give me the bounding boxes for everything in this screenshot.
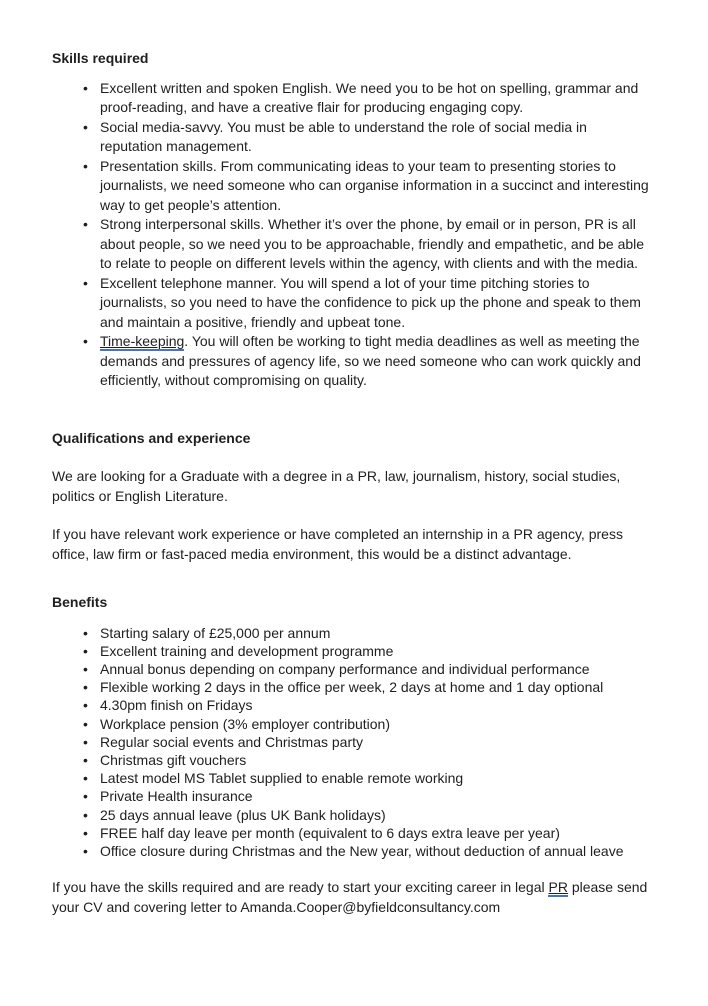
qualifications-heading: Qualifications and experience [52,429,251,446]
email-address: Amanda.Cooper@byfieldconsultancy.com [240,898,501,915]
bullet-text: Christmas gift vouchers [100,751,247,768]
bullet-text: Annual bonus depending on company performance and individual performance [100,660,590,677]
list-item [81,624,652,642]
bullet-text: Regular social events and Christmas party [100,733,364,750]
bullet-text: Excellent training and development programme [100,642,394,659]
bullet-text: Private Health insurance [100,788,253,805]
bullet-text: Starting salary of £25,000 per annum [100,624,331,641]
list-item [81,79,652,118]
list-item [81,842,652,860]
bullet-text: Excellent written and spoken English. We need you to be hot on spelling, grammar and proof-reading, and have a creative flair for producing engaging copy. [100,79,639,115]
qualifications-paragraph-2: If you have relevant work experience or have completed an internship in a PR agency, press office, law firm or fast-paced media environment, this would be a distinct advantage. [52,526,623,562]
grammar-underlined-term: Time-keeping [100,333,185,349]
list-item [81,157,652,216]
skills-heading: Skills required [52,50,149,66]
qualifications-paragraph-1: We are looking for a Graduate with a degree in a PR, law, journalism, history, social studies, politics or English Literature. [52,468,621,504]
list-item [81,769,652,787]
list-item [81,751,652,769]
bullet-text: Strong interpersonal skills. Whether it’s over the phone, by email or in person, PR is all about people, so we need you to be approachable, friendly and empathetic, and be able to relate to people on different levels within the agency, with clients and with the media. [100,216,645,271]
closing-text-before: If you have the skills required and are ready to start your exciting career in legal [52,879,549,896]
list-item [81,787,652,805]
list-item [81,642,652,660]
bullet-text: 4.30pm finish on Fridays [100,697,253,714]
skills-list [52,79,652,391]
bullet-text: . You will often be working to tight media deadlines as well as meeting the demands and pressures of agency life, so we need someone who can work quickly and efficiently, without compromising on quality. [100,333,641,388]
list-item [81,715,652,733]
closing-text-middle: please send your CV and covering letter to [52,879,648,915]
list-item [81,215,652,274]
list-item [81,696,652,714]
list-item [81,733,652,751]
bullet-text: Office closure during Christmas and the New year, without deduction of annual leave [100,842,624,859]
list-item [81,274,652,333]
bullet-text: Presentation skills. From communicating ideas to your team to presenting stories to journalists, we need someone who can organise information in a succinct and interesting way to get people’s attention. [100,157,649,213]
list-item [81,678,652,696]
benefits-list [52,624,652,861]
bullet-text: Excellent telephone manner. You will spend a lot of your time pitching stories to journalists, so you need to have the confidence to pick up the phone and speak to them and maintain a positive, friendly and upbeat tone. [100,274,641,330]
closing-paragraph [52,878,652,917]
bullet-text: FREE half day leave per month (equivalent to 6 days extra leave per year) [100,824,560,841]
bullet-text: 25 days annual leave (plus UK Bank holidays) [100,806,386,823]
benefits-heading: Benefits [52,594,108,610]
bullet-text: Workplace pension (3% employer contribution) [100,715,390,732]
list-item [81,118,652,157]
bullet-text: Flexible working 2 days in the office per week, 2 days at home and 1 day optional [100,679,604,696]
bullet-text: Latest model MS Tablet supplied to enable remote working [100,770,464,787]
list-item [81,332,652,391]
list-item [81,806,652,824]
list-item [81,824,652,842]
bullet-text: Social media-savvy. You must be able to understand the role of social media in reputation management. [100,118,587,154]
list-item [81,660,652,678]
grammar-underlined-term: PR [548,879,568,896]
